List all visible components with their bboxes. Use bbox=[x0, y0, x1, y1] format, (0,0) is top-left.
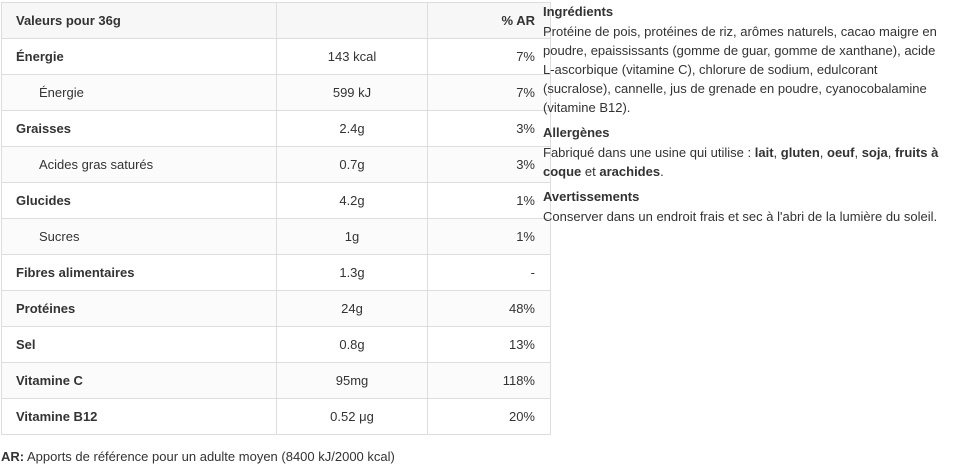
nutrient-value: 24g bbox=[277, 291, 428, 327]
nutrient-ar: - bbox=[428, 255, 551, 291]
nutrient-value: 0.7g bbox=[277, 147, 428, 183]
nutrient-ar: 3% bbox=[428, 147, 551, 183]
table-row bbox=[2, 291, 551, 327]
allergen-item: oeuf bbox=[827, 145, 855, 160]
ingredients-title: Ingrédients bbox=[543, 4, 614, 19]
nutrient-name: Acides gras saturés bbox=[2, 147, 277, 183]
nutrient-name: Énergie bbox=[2, 75, 277, 111]
table-row bbox=[2, 183, 551, 219]
allergen-item: gluten bbox=[780, 145, 820, 160]
warnings-text: Conserver dans un endroit frais et sec à l'abri de la lumière du soleil. bbox=[543, 209, 938, 224]
warnings-section bbox=[543, 189, 948, 226]
nutrient-ar: 13% bbox=[428, 327, 551, 363]
nutrient-value: 599 kJ bbox=[277, 75, 428, 111]
nutrient-value: 95mg bbox=[277, 363, 428, 399]
allergen-item: soja bbox=[861, 145, 888, 160]
header-value bbox=[277, 3, 428, 39]
table-row bbox=[2, 327, 551, 363]
nutrient-value: 0.52 μg bbox=[277, 399, 428, 435]
allergen-item: fruits à coque bbox=[543, 145, 939, 179]
allergen-item: arachides bbox=[599, 164, 661, 179]
nutrition-table bbox=[1, 2, 551, 435]
table-row bbox=[2, 219, 551, 255]
nutrient-ar: 1% bbox=[428, 219, 551, 255]
nutrient-name: Fibres alimentaires bbox=[2, 255, 277, 291]
footnote-text: Apports de référence pour un adulte moyen (8400 kJ/2000 kcal) bbox=[24, 449, 395, 464]
allergens-section bbox=[543, 125, 948, 181]
table-row bbox=[2, 75, 551, 111]
allergens-intro: Fabriqué dans une usine qui utilise : bbox=[543, 145, 755, 160]
table-header-row bbox=[2, 3, 551, 39]
table-body bbox=[2, 39, 551, 435]
ingredients-section bbox=[543, 4, 948, 117]
allergen-item: lait bbox=[754, 145, 774, 160]
nutrient-ar: 7% bbox=[428, 75, 551, 111]
nutrient-name: Sucres bbox=[2, 219, 277, 255]
nutrient-ar: 48% bbox=[428, 291, 551, 327]
table-row bbox=[2, 39, 551, 75]
nutrient-ar: 20% bbox=[428, 399, 551, 435]
nutrient-value: 2.4g bbox=[277, 111, 428, 147]
table-row bbox=[2, 111, 551, 147]
nutrient-ar: 7% bbox=[428, 39, 551, 75]
nutrient-value: 143 kcal bbox=[277, 39, 428, 75]
nutrient-ar: 3% bbox=[428, 111, 551, 147]
product-info bbox=[543, 4, 948, 234]
nutrient-name: Vitamine B12 bbox=[2, 399, 277, 435]
nutrient-value: 1g bbox=[277, 219, 428, 255]
table-row bbox=[2, 363, 551, 399]
nutrient-name: Graisses bbox=[2, 111, 277, 147]
header-label: Valeurs pour 36g bbox=[2, 3, 277, 39]
nutrient-ar: 1% bbox=[428, 183, 551, 219]
nutrient-value: 4.2g bbox=[277, 183, 428, 219]
warnings-title: Avertissements bbox=[543, 189, 640, 204]
table-row bbox=[2, 255, 551, 291]
nutrient-name: Glucides bbox=[2, 183, 277, 219]
nutrient-value: 0.8g bbox=[277, 327, 428, 363]
nutrient-value: 1.3g bbox=[277, 255, 428, 291]
table-row bbox=[2, 399, 551, 435]
nutrient-name: Protéines bbox=[2, 291, 277, 327]
allergens-text: Fabriqué dans une usine qui utilise : lait, gluten, oeuf, soja, fruits à coque et arachides. bbox=[543, 145, 939, 179]
nutrient-name: Sel bbox=[2, 327, 277, 363]
table-row bbox=[2, 147, 551, 183]
footnote bbox=[1, 449, 395, 464]
footnote-abbr: AR: bbox=[1, 449, 25, 464]
nutrient-ar: 118% bbox=[428, 363, 551, 399]
nutrient-name: Énergie bbox=[2, 39, 277, 75]
header-ar: % AR bbox=[428, 3, 551, 39]
nutrient-name: Vitamine C bbox=[2, 363, 277, 399]
ingredients-text: Protéine de pois, protéines de riz, arômes naturels, cacao maigre en poudre, epaississants (gomme de guar, gomme de xanthane), acide L-ascorbique (vitamine C), chlorure de sodium, edulcorant (sucralose), cannelle, jus de grenade en poudre, cyanocobalamine (vitamine B12). bbox=[543, 24, 937, 115]
allergens-title: Allergènes bbox=[543, 125, 610, 140]
